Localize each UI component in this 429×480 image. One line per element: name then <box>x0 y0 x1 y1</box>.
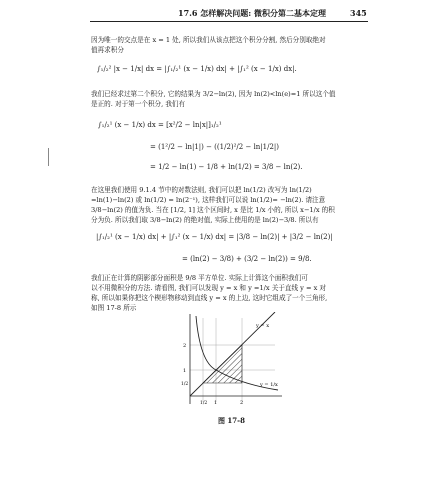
text-line: 我们已经求过第二个积分, 它的结果为 3/2−ln(2), 因为 ln(2)<ln(e)=1 所以这个值 <box>91 90 336 98</box>
section-title: 17.6 怎样解决问题: 微积分第二基本定理 <box>178 8 327 18</box>
text-line: 因为唯一的交点是在 x = 1 处, 所以我们从该点把这个积分分割, 然后分别取绝对 <box>91 36 326 44</box>
text-line: 如图 17-8 所示 <box>91 304 137 312</box>
equation-first-integral-step3: = 1/2 − ln(1) − 1/8 + ln(1/2) = 3/8 − ln(2). <box>150 163 303 171</box>
text-line: 是正的. 对于第一个积分, 我们有 <box>91 100 186 108</box>
text-line: 以不用微积分的方法. 请看图, 我们可以发现 y = x 和 y =1/x 关于直线 y = x 对 <box>91 284 327 292</box>
text-line: 值再求积分 <box>91 46 124 54</box>
tick-label-x: 1 <box>214 400 218 406</box>
text-line: 在这里我们使用 9.1.4 节中的对数法则, 我们可以把 ln(1/2) 改写为 ln(1/2) <box>91 186 312 194</box>
text-line: 称, 所以如果你把这个楔形物移动到直线 y = x 的上边, 这时它组成了一个三角形, <box>91 294 328 302</box>
figure-caption: 图 17-8 <box>218 416 245 425</box>
text-line: 3/8−ln(2) 的值为负. 当在 [1/2, 1] 这个区间时, x 是比 1/x 小的, 所以 x−1/x 的积 <box>91 206 335 214</box>
label-y-eq-1-over-x: y = 1/x <box>260 382 278 388</box>
tick-label-x: 1/2 <box>200 401 208 406</box>
text-line: 我们正在计算的阴影部分面积是 9/8 平方单位. 实际上计算这个面积我们可 <box>91 274 308 282</box>
figure-17-8 <box>170 312 290 412</box>
header-rule <box>90 21 368 22</box>
equation-result: = (ln(2) − 3/8) + (3/2 − ln(2)) = 9/8. <box>182 255 312 263</box>
page-number: 345 <box>350 8 367 18</box>
equation-first-integral: ∫₁/₂¹ (x − 1/x) dx = [x²/2 − ln|x|]₁/₂¹ <box>98 121 222 129</box>
tick-label-y: 2 <box>183 343 187 349</box>
equation-split-integral: ∫₁/₂² |x − 1/x| dx = |∫₁/₂¹ (x − 1/x) dx| + |∫₁² (x − 1/x) dx|. <box>97 65 297 73</box>
tick-label-y: 1 <box>183 368 187 374</box>
text-line: 分为负. 所以我们取 3/8−ln(2) 的绝对值, 实际上使用的是 ln(2)−3/8. 所以有 <box>91 216 319 224</box>
equation-absolute-sum: |∫₁/₂¹ (x − 1/x) dx| + |∫₁² (x − 1/x) dx| = |3/8 − ln(2)| + |3/2 − ln(2)| <box>96 233 333 241</box>
margin-mark <box>48 148 49 166</box>
tick-label-x: 2 <box>240 400 244 406</box>
label-y-eq-x: y = x <box>256 323 270 329</box>
page-header <box>0 8 429 22</box>
text-line: =ln(1)−ln(2) 或 ln(1/2) = ln(2⁻¹), 这样我们可以说 ln(1/2)= −ln(2). 请注意 <box>91 196 326 204</box>
tick-label-y: 1/2 <box>181 382 189 387</box>
equation-first-integral-step2: = (1²/2 − ln|1|) − ((1/2)²/2 − ln|1/2|) <box>150 143 280 151</box>
